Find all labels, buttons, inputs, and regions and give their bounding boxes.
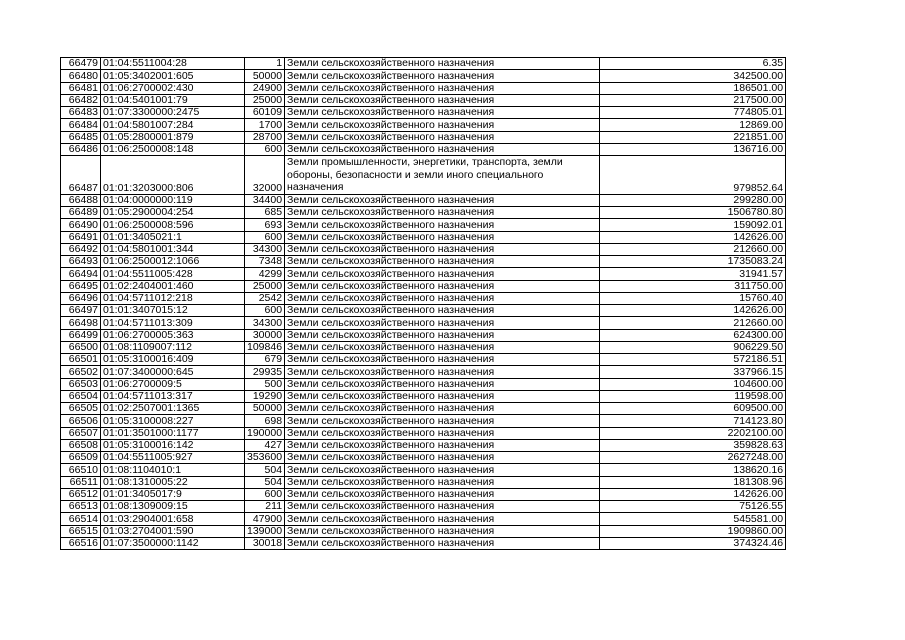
row-number-cell: 66497 [61, 305, 101, 317]
land-category-cell: Земли сельскохозяйственного назначения [285, 354, 600, 366]
row-number-cell: 66481 [61, 82, 101, 94]
area-cell: 500 [245, 378, 285, 390]
table-row [61, 317, 786, 329]
land-category-cell: Земли сельскохозяйственного назначения [285, 131, 600, 143]
row-number-cell: 66495 [61, 280, 101, 292]
table-row [61, 256, 786, 268]
row-number-cell: 66501 [61, 354, 101, 366]
area-cell: 47900 [245, 513, 285, 525]
area-cell: 693 [245, 219, 285, 231]
cadastral-value-cell: 217500.00 [600, 94, 786, 106]
land-category-cell: Земли сельскохозяйственного назначения [285, 378, 600, 390]
cadastral-value-cell: 1735083.24 [600, 256, 786, 268]
cadastral-value-cell: 979852.64 [600, 156, 786, 195]
table-row [61, 119, 786, 131]
cadastral-value-cell: 572186.51 [600, 354, 786, 366]
row-number-cell: 66484 [61, 119, 101, 131]
land-category-cell: Земли сельскохозяйственного назначения [285, 94, 600, 106]
table-row [61, 341, 786, 353]
cadastral-number-cell: 01:06:2700005:363 [101, 329, 245, 341]
cadastral-number-cell: 01:06:2500008:596 [101, 219, 245, 231]
land-category-cell: Земли сельскохозяйственного назначения [285, 143, 600, 155]
area-cell: 30000 [245, 329, 285, 341]
land-parcel-table [60, 57, 786, 550]
land-category-cell: Земли сельскохозяйственного назначения [285, 403, 600, 415]
land-category-cell: Земли сельскохозяйственного назначения [285, 70, 600, 82]
cadastral-number-cell: 01:08:1310005:22 [101, 476, 245, 488]
cadastral-number-cell: 01:06:2700009:5 [101, 378, 245, 390]
cadastral-number-cell: 01:01:3501000:1177 [101, 427, 245, 439]
land-category-cell: Земли сельскохозяйственного назначения [285, 219, 600, 231]
row-number-cell: 66488 [61, 194, 101, 206]
row-number-cell: 66511 [61, 476, 101, 488]
area-cell: 600 [245, 143, 285, 155]
area-cell: 679 [245, 354, 285, 366]
row-number-cell: 66489 [61, 207, 101, 219]
row-number-cell: 66499 [61, 329, 101, 341]
land-category-cell: Земли сельскохозяйственного назначения [285, 82, 600, 94]
table-row [61, 268, 786, 280]
table-row [61, 94, 786, 106]
cadastral-number-cell: 01:01:3407015:12 [101, 305, 245, 317]
area-cell: 25000 [245, 280, 285, 292]
cadastral-number-cell: 01:04:5801001:344 [101, 243, 245, 255]
row-number-cell: 66493 [61, 256, 101, 268]
row-number-cell: 66502 [61, 366, 101, 378]
cadastral-number-cell: 01:05:3100016:142 [101, 439, 245, 451]
cadastral-number-cell: 01:03:2904001:658 [101, 513, 245, 525]
area-cell: 1700 [245, 119, 285, 131]
cadastral-number-cell: 01:04:5401001:79 [101, 94, 245, 106]
table-row [61, 329, 786, 341]
cadastral-number-cell: 01:04:5511005:927 [101, 452, 245, 464]
cadastral-number-cell: 01:01:3405017:9 [101, 488, 245, 500]
cadastral-value-cell: 374324.46 [600, 537, 786, 549]
row-number-cell: 66505 [61, 403, 101, 415]
cadastral-number-cell: 01:08:1109007:112 [101, 341, 245, 353]
table-row [61, 378, 786, 390]
land-category-cell: Земли сельскохозяйственного назначения [285, 317, 600, 329]
cadastral-value-cell: 714123.80 [600, 415, 786, 427]
row-number-cell: 66503 [61, 378, 101, 390]
table-row [61, 464, 786, 476]
table-row [61, 243, 786, 255]
cadastral-value-cell: 299280.00 [600, 194, 786, 206]
table-row [61, 131, 786, 143]
land-category-cell: Земли сельскохозяйственного назначения [285, 268, 600, 280]
cadastral-number-cell: 01:05:2900004:254 [101, 207, 245, 219]
cadastral-number-cell: 01:07:3500000:1142 [101, 537, 245, 549]
cadastral-number-cell: 01:04:5711013:309 [101, 317, 245, 329]
cadastral-number-cell: 01:04:5511005:428 [101, 268, 245, 280]
cadastral-number-cell: 01:04:0000000:119 [101, 194, 245, 206]
table-row [61, 415, 786, 427]
land-category-cell: Земли сельскохозяйственного назначения [285, 207, 600, 219]
table-row [61, 82, 786, 94]
row-number-cell: 66492 [61, 243, 101, 255]
row-number-cell: 66508 [61, 439, 101, 451]
cadastral-value-cell: 221851.00 [600, 131, 786, 143]
land-category-cell: Земли сельскохозяйственного назначения [285, 341, 600, 353]
cadastral-number-cell: 01:02:2507001:1365 [101, 403, 245, 415]
cadastral-value-cell: 609500.00 [600, 403, 786, 415]
cadastral-value-cell: 159092.01 [600, 219, 786, 231]
cadastral-number-cell: 01:06:2500008:148 [101, 143, 245, 155]
land-category-cell: Земли сельскохозяйственного назначения [285, 292, 600, 304]
table-row [61, 488, 786, 500]
area-cell: 698 [245, 415, 285, 427]
land-category-cell: Земли сельскохозяйственного назначения [285, 513, 600, 525]
cadastral-number-cell: 01:01:3203000:806 [101, 156, 245, 195]
land-category-cell: Земли сельскохозяйственного назначения [285, 488, 600, 500]
area-cell: 30018 [245, 537, 285, 549]
cadastral-value-cell: 119598.00 [600, 390, 786, 402]
cadastral-number-cell: 01:07:3400000:645 [101, 366, 245, 378]
table-row [61, 143, 786, 155]
cadastral-number-cell: 01:05:3402001:605 [101, 70, 245, 82]
area-cell: 190000 [245, 427, 285, 439]
area-cell: 504 [245, 464, 285, 476]
table-row [61, 501, 786, 513]
cadastral-value-cell: 359828.63 [600, 439, 786, 451]
table-row [61, 58, 786, 70]
cadastral-value-cell: 2627248.00 [600, 452, 786, 464]
table-row [61, 354, 786, 366]
cadastral-value-cell: 181308.96 [600, 476, 786, 488]
cadastral-number-cell: 01:01:3405021:1 [101, 231, 245, 243]
land-category-cell: Земли сельскохозяйственного назначения [285, 256, 600, 268]
area-cell: 427 [245, 439, 285, 451]
table-row [61, 231, 786, 243]
table-body [61, 58, 786, 550]
table-row [61, 403, 786, 415]
cadastral-number-cell: 01:05:3100016:409 [101, 354, 245, 366]
cadastral-value-cell: 337966.15 [600, 366, 786, 378]
land-category-cell: Земли промышленности, энергетики, транспорта, земли обороны, безопасности и земли иного специального назначения [285, 156, 600, 195]
table-row [61, 537, 786, 549]
land-category-cell: Земли сельскохозяйственного назначения [285, 427, 600, 439]
cadastral-value-cell: 545581.00 [600, 513, 786, 525]
cadastral-value-cell: 12869.00 [600, 119, 786, 131]
cadastral-value-cell: 31941.57 [600, 268, 786, 280]
area-cell: 24900 [245, 82, 285, 94]
area-cell: 2542 [245, 292, 285, 304]
cadastral-number-cell: 01:03:2704001:590 [101, 525, 245, 537]
land-category-cell: Земли сельскохозяйственного назначения [285, 537, 600, 549]
table-row [61, 194, 786, 206]
row-number-cell: 66506 [61, 415, 101, 427]
row-number-cell: 66496 [61, 292, 101, 304]
table-row [61, 219, 786, 231]
land-category-cell: Земли сельскохозяйственного назначения [285, 194, 600, 206]
cadastral-value-cell: 906229.50 [600, 341, 786, 353]
cadastral-value-cell: 774805.01 [600, 107, 786, 119]
area-cell: 34300 [245, 243, 285, 255]
cadastral-value-cell: 142626.00 [600, 488, 786, 500]
land-category-cell: Земли сельскохозяйственного назначения [285, 305, 600, 317]
row-number-cell: 66507 [61, 427, 101, 439]
land-category-cell: Земли сельскохозяйственного назначения [285, 439, 600, 451]
area-cell: 211 [245, 501, 285, 513]
cadastral-value-cell: 1909860.00 [600, 525, 786, 537]
cadastral-value-cell: 75126.55 [600, 501, 786, 513]
area-cell: 25000 [245, 94, 285, 106]
row-number-cell: 66480 [61, 70, 101, 82]
cadastral-value-cell: 136716.00 [600, 143, 786, 155]
area-cell: 600 [245, 305, 285, 317]
row-number-cell: 66513 [61, 501, 101, 513]
cadastral-value-cell: 2202100.00 [600, 427, 786, 439]
land-category-cell: Земли сельскохозяйственного назначения [285, 501, 600, 513]
cadastral-number-cell: 01:04:5801007:284 [101, 119, 245, 131]
table-row [61, 207, 786, 219]
row-number-cell: 66500 [61, 341, 101, 353]
cadastral-value-cell: 212660.00 [600, 243, 786, 255]
cadastral-value-cell: 311750.00 [600, 280, 786, 292]
table-row [61, 292, 786, 304]
cadastral-value-cell: 138620.16 [600, 464, 786, 476]
table-row [61, 305, 786, 317]
row-number-cell: 66510 [61, 464, 101, 476]
row-number-cell: 66491 [61, 231, 101, 243]
cadastral-number-cell: 01:08:1104010:1 [101, 464, 245, 476]
row-number-cell: 66487 [61, 156, 101, 195]
table-row [61, 366, 786, 378]
row-number-cell: 66483 [61, 107, 101, 119]
area-cell: 50000 [245, 403, 285, 415]
cadastral-value-cell: 142626.00 [600, 231, 786, 243]
land-category-cell: Земли сельскохозяйственного назначения [285, 119, 600, 131]
area-cell: 19290 [245, 390, 285, 402]
area-cell: 685 [245, 207, 285, 219]
area-cell: 504 [245, 476, 285, 488]
cadastral-number-cell: 01:04:5511004:28 [101, 58, 245, 70]
table-row [61, 452, 786, 464]
table-row [61, 156, 786, 195]
cadastral-number-cell: 01:02:2404001:460 [101, 280, 245, 292]
land-category-cell: Земли сельскохозяйственного назначения [285, 525, 600, 537]
area-cell: 32000 [245, 156, 285, 195]
row-number-cell: 66482 [61, 94, 101, 106]
cadastral-value-cell: 6.35 [600, 58, 786, 70]
cadastral-value-cell: 342500.00 [600, 70, 786, 82]
cadastral-number-cell: 01:05:3100008:227 [101, 415, 245, 427]
area-cell: 139000 [245, 525, 285, 537]
land-category-cell: Земли сельскохозяйственного назначения [285, 452, 600, 464]
area-cell: 34300 [245, 317, 285, 329]
row-number-cell: 66515 [61, 525, 101, 537]
cadastral-number-cell: 01:06:2500012:1066 [101, 256, 245, 268]
row-number-cell: 66504 [61, 390, 101, 402]
area-cell: 600 [245, 231, 285, 243]
land-category-cell: Земли сельскохозяйственного назначения [285, 476, 600, 488]
land-category-cell: Земли сельскохозяйственного назначения [285, 231, 600, 243]
land-category-cell: Земли сельскохозяйственного назначения [285, 243, 600, 255]
table-row [61, 427, 786, 439]
cadastral-value-cell: 104600.00 [600, 378, 786, 390]
cadastral-number-cell: 01:05:2800001:879 [101, 131, 245, 143]
area-cell: 7348 [245, 256, 285, 268]
cadastral-number-cell: 01:06:2700002:430 [101, 82, 245, 94]
table-row [61, 280, 786, 292]
land-category-cell: Земли сельскохозяйственного назначения [285, 107, 600, 119]
cadastral-value-cell: 186501.00 [600, 82, 786, 94]
row-number-cell: 66498 [61, 317, 101, 329]
cadastral-number-cell: 01:07:3300000:2475 [101, 107, 245, 119]
row-number-cell: 66512 [61, 488, 101, 500]
row-number-cell: 66490 [61, 219, 101, 231]
table-row [61, 476, 786, 488]
table-row [61, 525, 786, 537]
table-row [61, 70, 786, 82]
cadastral-number-cell: 01:04:5711012:218 [101, 292, 245, 304]
table-row [61, 107, 786, 119]
row-number-cell: 66514 [61, 513, 101, 525]
land-category-cell: Земли сельскохозяйственного назначения [285, 280, 600, 292]
row-number-cell: 66485 [61, 131, 101, 143]
row-number-cell: 66494 [61, 268, 101, 280]
table-row [61, 513, 786, 525]
land-category-cell: Земли сельскохозяйственного назначения [285, 390, 600, 402]
cadastral-number-cell: 01:08:1309009:15 [101, 501, 245, 513]
area-cell: 4299 [245, 268, 285, 280]
area-cell: 600 [245, 488, 285, 500]
area-cell: 28700 [245, 131, 285, 143]
area-cell: 109846 [245, 341, 285, 353]
row-number-cell: 66509 [61, 452, 101, 464]
area-cell: 1 [245, 58, 285, 70]
cadastral-value-cell: 15760.40 [600, 292, 786, 304]
table-row [61, 390, 786, 402]
table-row [61, 439, 786, 451]
row-number-cell: 66486 [61, 143, 101, 155]
land-category-cell: Земли сельскохозяйственного назначения [285, 58, 600, 70]
row-number-cell: 66516 [61, 537, 101, 549]
land-category-cell: Земли сельскохозяйственного назначения [285, 415, 600, 427]
area-cell: 60109 [245, 107, 285, 119]
cadastral-value-cell: 1506780.80 [600, 207, 786, 219]
land-category-cell: Земли сельскохозяйственного назначения [285, 329, 600, 341]
area-cell: 29935 [245, 366, 285, 378]
row-number-cell: 66479 [61, 58, 101, 70]
area-cell: 34400 [245, 194, 285, 206]
cadastral-value-cell: 212660.00 [600, 317, 786, 329]
cadastral-number-cell: 01:04:5711013:317 [101, 390, 245, 402]
area-cell: 353600 [245, 452, 285, 464]
land-category-cell: Земли сельскохозяйственного назначения [285, 366, 600, 378]
land-category-cell: Земли сельскохозяйственного назначения [285, 464, 600, 476]
cadastral-value-cell: 142626.00 [600, 305, 786, 317]
area-cell: 50000 [245, 70, 285, 82]
cadastral-value-cell: 624300.00 [600, 329, 786, 341]
